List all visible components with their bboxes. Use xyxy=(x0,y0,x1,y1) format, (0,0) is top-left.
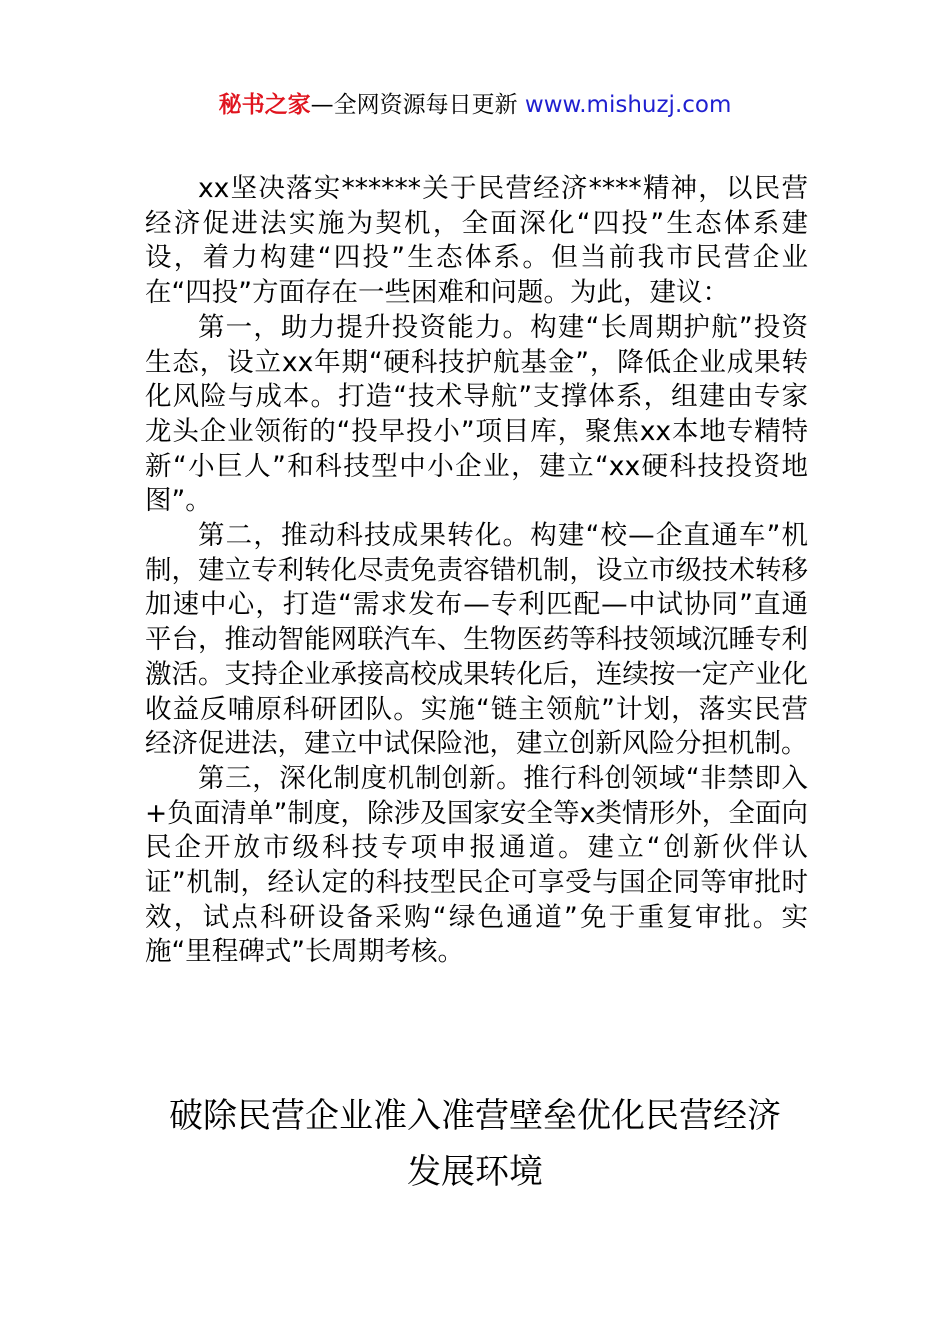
next-article-title xyxy=(120,1088,830,1200)
site-header xyxy=(0,88,950,122)
title-line-1: 破除民营企业准入准营壁垒优化民营经济 xyxy=(169,1096,781,1136)
site-url-link[interactable]: www.mishuzj.com xyxy=(524,92,732,118)
paragraph-second: 第二，推动科技成果转化。构建“校—企直通车”机制，建立专利转化尽责免责容错机制，设立市级技术转移加速中心，打造“需求发布—专利匹配—中试协同”直通平台，推动智能网联汽车、生物医药等科技领域沉睡专利激活。支持企业承接高校成果转化后，连续按一定产业化收益反哺原科研团队。实施“链主领航”计划，落实民营经济促进法，建立中试保险池，建立创新风险分担机制。 xyxy=(145,520,808,760)
site-tagline: —全网资源每日更新 xyxy=(310,92,525,118)
document-body xyxy=(145,172,808,970)
intro-paragraph: xx坚决落实******关于民营经济****精神，以民营经济促进法实施为契机，全面深化“四投”生态体系建设，着力构建“四投”生态体系。但当前我市民营企业在“四投”方面存在一些困难和问题。为此，建议： xyxy=(145,173,808,309)
site-brand: 秘书之家 xyxy=(218,92,311,118)
paragraph-third: 第三，深化制度机制创新。推行科创领域“非禁即入+负面清单”制度，除涉及国家安全等x类情形外，全面向民企开放市级科技专项申报通道。建立“创新伙伴认证”机制，经认定的科技型民企可享受与国企同等审批时效，试点科研设备采购“绿色通道”免于重复审批。实施“里程碑式”长周期考核。 xyxy=(145,762,808,968)
title-line-2: 发展环境 xyxy=(407,1152,543,1192)
paragraph-first: 第一，助力提升投资能力。构建“长周期护航”投资生态，设立xx年期“硬科技护航基金”，降低企业成果转化风险与成本。打造“技术导航”支撑体系，组建由专家龙头企业领衔的“投早投小”项目库，聚焦xx本地专精特新“小巨人”和科技型中小企业，建立“xx硬科技投资地图”。 xyxy=(145,311,808,517)
